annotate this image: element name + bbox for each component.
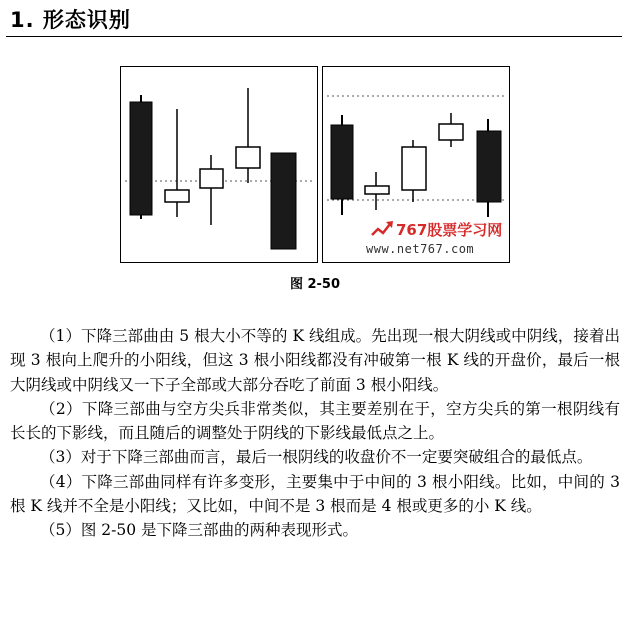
figure-caption: 图 2-50 xyxy=(289,277,341,292)
body-text xyxy=(10,324,620,543)
candle-4-bullish-body xyxy=(236,147,260,168)
watermark-logo-text: 767股票学习网 xyxy=(396,221,503,239)
candle-1-bearish-body xyxy=(130,102,152,215)
candle-1-bearish-body xyxy=(331,125,353,199)
watermark-logo xyxy=(370,218,508,240)
title-rule xyxy=(6,36,622,37)
paragraph: （4）下降三部曲同样有许多变形，主要集中于中间的 3 根小阳线。比如，中间的 3 根 K 线并不全是小阳线；又比如，中间不是 3 根而是 4 根或更多的小 K 线。 xyxy=(10,472,620,516)
candlestick-panel-left xyxy=(120,66,318,263)
paragraph: （5）图 2-50 是下降三部曲的两种表现形式。 xyxy=(40,521,359,540)
paragraph: （1）下降三部曲由 5 根大小不等的 K 线组成。先出现一根大阴线或中阴线，接着出现 3 根向上爬升的小阳线，但这 3 根小阳线都没有冲破第一根 K 线的开盘价，最后一根大阴线或中阴线又一下子全部或大部分吞吃了前面 3 根小阳线。 xyxy=(10,327,620,394)
trend-arrow-icon xyxy=(372,224,390,235)
watermark-url: www.net767.com xyxy=(366,242,475,256)
paragraph: （3）对于下降三部曲而言，最后一根阴线的收盘价不一定要突破组合的最低点。 xyxy=(40,448,593,467)
candle-4-bullish-body xyxy=(439,124,463,140)
candlestick-diagram-left xyxy=(121,67,317,262)
candle-5-bearish-body xyxy=(477,131,501,202)
section-title: 1. 形态识别 xyxy=(10,8,131,32)
candle-3-bullish-body xyxy=(200,169,223,188)
candle-3-bullish-body xyxy=(402,147,426,190)
paragraph: （2）下降三部曲与空方尖兵非常类似，其主要差别在于，空方尖兵的第一根阴线有长长的下影线，而且随后的调整处于阴线的下影线最低点之上。 xyxy=(10,399,620,443)
candle-5-bearish-body xyxy=(271,153,296,249)
candle-2-bullish-body xyxy=(165,190,189,202)
candle-2-bullish-body xyxy=(365,186,389,194)
